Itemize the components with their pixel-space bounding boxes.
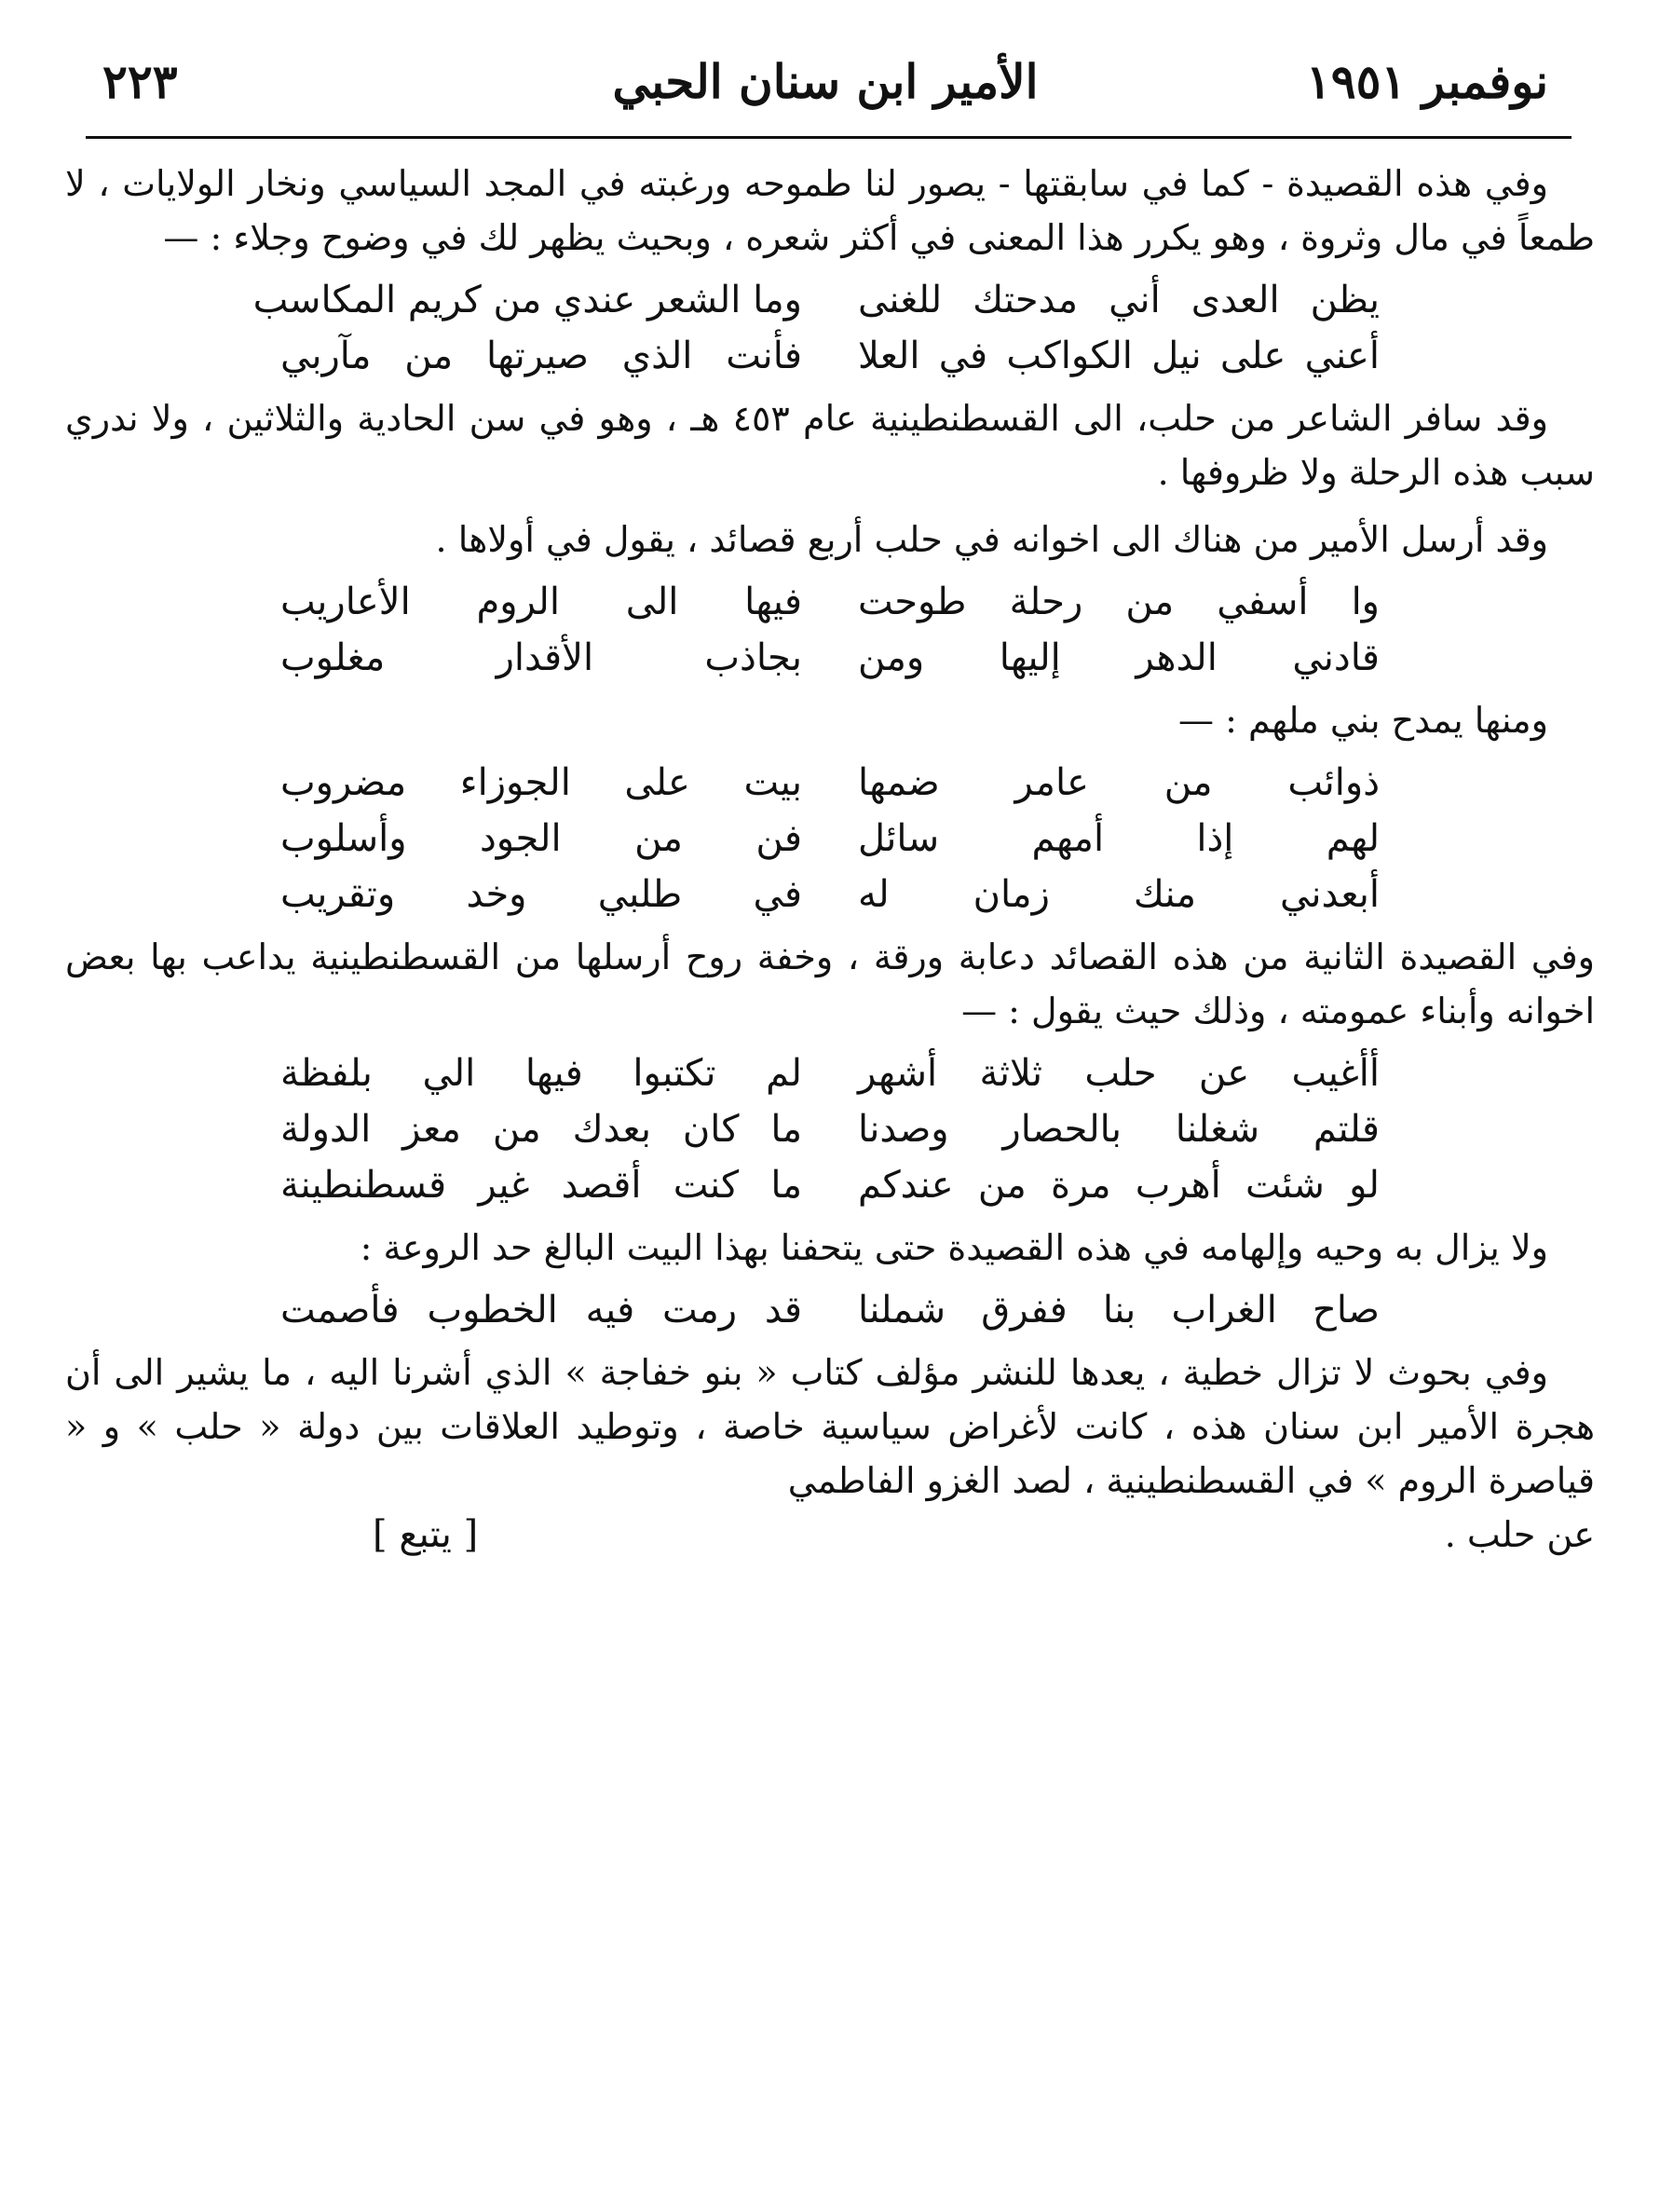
paragraph: وقد أرسل الأمير من هناك الى اخوانه في حلب أربع قصائد ، يقول في أولاها .: [435, 519, 1548, 560]
poem-verse: [65, 272, 1595, 328]
verse-second-hemistich: ما كنت أقصد غير قسطنطينة: [280, 1164, 802, 1207]
poem-verse: [65, 328, 1595, 384]
verse-second-hemistich: بيت على الجوزاء مضروب: [280, 761, 802, 804]
closing-line: [65, 1508, 1595, 1562]
verse-second-hemistich: قد رمت فيه الخطوب فأصمت: [280, 1289, 802, 1331]
verse-second-hemistich: فيها الى الروم الأعاريب: [280, 580, 802, 623]
verse-first-hemistich: أعني على نيل الكواكب في العلا: [858, 335, 1380, 377]
verse-second-hemistich: وما الشعر عندي من كريم المكاسب: [252, 279, 802, 321]
verse-first-hemistich: يظن العدى أني مدحتك للغنى: [858, 279, 1380, 321]
poem-verses: [65, 574, 1595, 686]
paragraph: وفي بحوث لا تزال خطية ، يعدها للنشر مؤلف كتاب « بنو خفاجة » الذي أشرنا اليه ، ما يشير الى أن هجرة الأمير ابن سنان هذه ، كانت لأغراض سياسية خاصة ، وتوطيد العلاقات بين دولة « حلب » و « قياصرة الروم » في القسطنطينية ، لصد الغزو الفاطمي: [65, 1352, 1595, 1501]
verse-second-hemistich: فأنت الذي صيرتها من مآربي: [280, 335, 802, 377]
poem-verse: [65, 1101, 1595, 1157]
verse-first-hemistich: لهم إذا أمهم سائل: [858, 817, 1380, 860]
verse-first-hemistich: قلتم شغلنا بالحصار وصدنا: [858, 1108, 1380, 1151]
poem-verse: [65, 755, 1595, 811]
verse-first-hemistich: لو شئت أهرب مرة من عندكم: [858, 1164, 1380, 1207]
verse-second-hemistich: في طلبي وخد وتقريب: [280, 873, 802, 916]
verse-second-hemistich: بجاذب الأقدار مغلوب: [280, 636, 802, 679]
poem-verse: [65, 1157, 1595, 1213]
verse-first-hemistich: أأغيب عن حلب ثلاثة أشهر: [858, 1052, 1380, 1095]
poem-verse: [65, 811, 1595, 867]
poem-verse: [65, 1045, 1595, 1101]
poem-verses: [65, 272, 1595, 384]
verse-second-hemistich: لم تكتبوا فيها الي بلفظة: [280, 1052, 802, 1095]
poem-verse: [65, 630, 1595, 686]
paragraph: وفي هذه القصيدة - كما في سابقتها - يصور لنا طموحه ورغبته في المجد السياسي ونخار الولايات ، لا طمعاً في مال وثروة ، وهو يكرر هذا المعنى في أكثر شعره ، وبحيث يظهر لك في وضوح وجلاء : —: [65, 163, 1595, 258]
running-header: [102, 45, 1548, 119]
poem-verse: [65, 1282, 1595, 1338]
page-number: ٢٢٣: [102, 54, 178, 109]
paragraph: ومنها يمدح بني ملهم : —: [1178, 700, 1548, 741]
poem-verses: [65, 1282, 1595, 1338]
verse-first-hemistich: ذوائب من عامر ضمها: [858, 761, 1380, 804]
verse-first-hemistich: أبعدني منك زمان له: [858, 873, 1380, 916]
poem-verse: [65, 867, 1595, 922]
poem-verses: [65, 1045, 1595, 1213]
verse-first-hemistich: قادني الدهر إليها ومن: [858, 636, 1380, 679]
poem-verse: [65, 574, 1595, 630]
verse-first-hemistich: صاح الغراب بنا ففرق شملنا: [858, 1289, 1380, 1331]
paragraph: وقد سافر الشاعر من حلب، الى القسطنطينية عام ٤٥٣ هـ ، وهو في سن الحادية والثلاثين ، ولا ندري سبب هذه الرحلة ولا ظروفها .: [65, 398, 1595, 493]
article-body: [65, 157, 1595, 1562]
header-date: نوفمبر ١٩٥١: [1305, 54, 1548, 109]
poem-verses: [65, 755, 1595, 922]
to-be-continued: [ يتبع ]: [373, 1513, 479, 1556]
closing-text: عن حلب .: [1444, 1514, 1595, 1555]
verse-first-hemistich: وا أسفي من رحلة طوحت: [858, 580, 1380, 623]
verse-second-hemistich: فن من الجود وأسلوب: [280, 817, 802, 860]
header-title: الأمير ابن سنان الحبي: [612, 54, 1039, 109]
verse-second-hemistich: ما كان بعدك من معز الدولة: [280, 1108, 802, 1151]
header-rule: [86, 136, 1572, 139]
paragraph: ولا يزال به وحيه وإلهامه في هذه القصيدة حتى يتحفنا بهذا البيت البالغ حد الروعة :: [360, 1227, 1548, 1268]
paragraph: وفي القصيدة الثانية من هذه القصائد دعابة ورقة ، وخفة روح أرسلها من القسطنطينية يداعب بها بعض اخوانه وأبناء عمومته ، وذلك حيث يقول : —: [65, 936, 1595, 1031]
